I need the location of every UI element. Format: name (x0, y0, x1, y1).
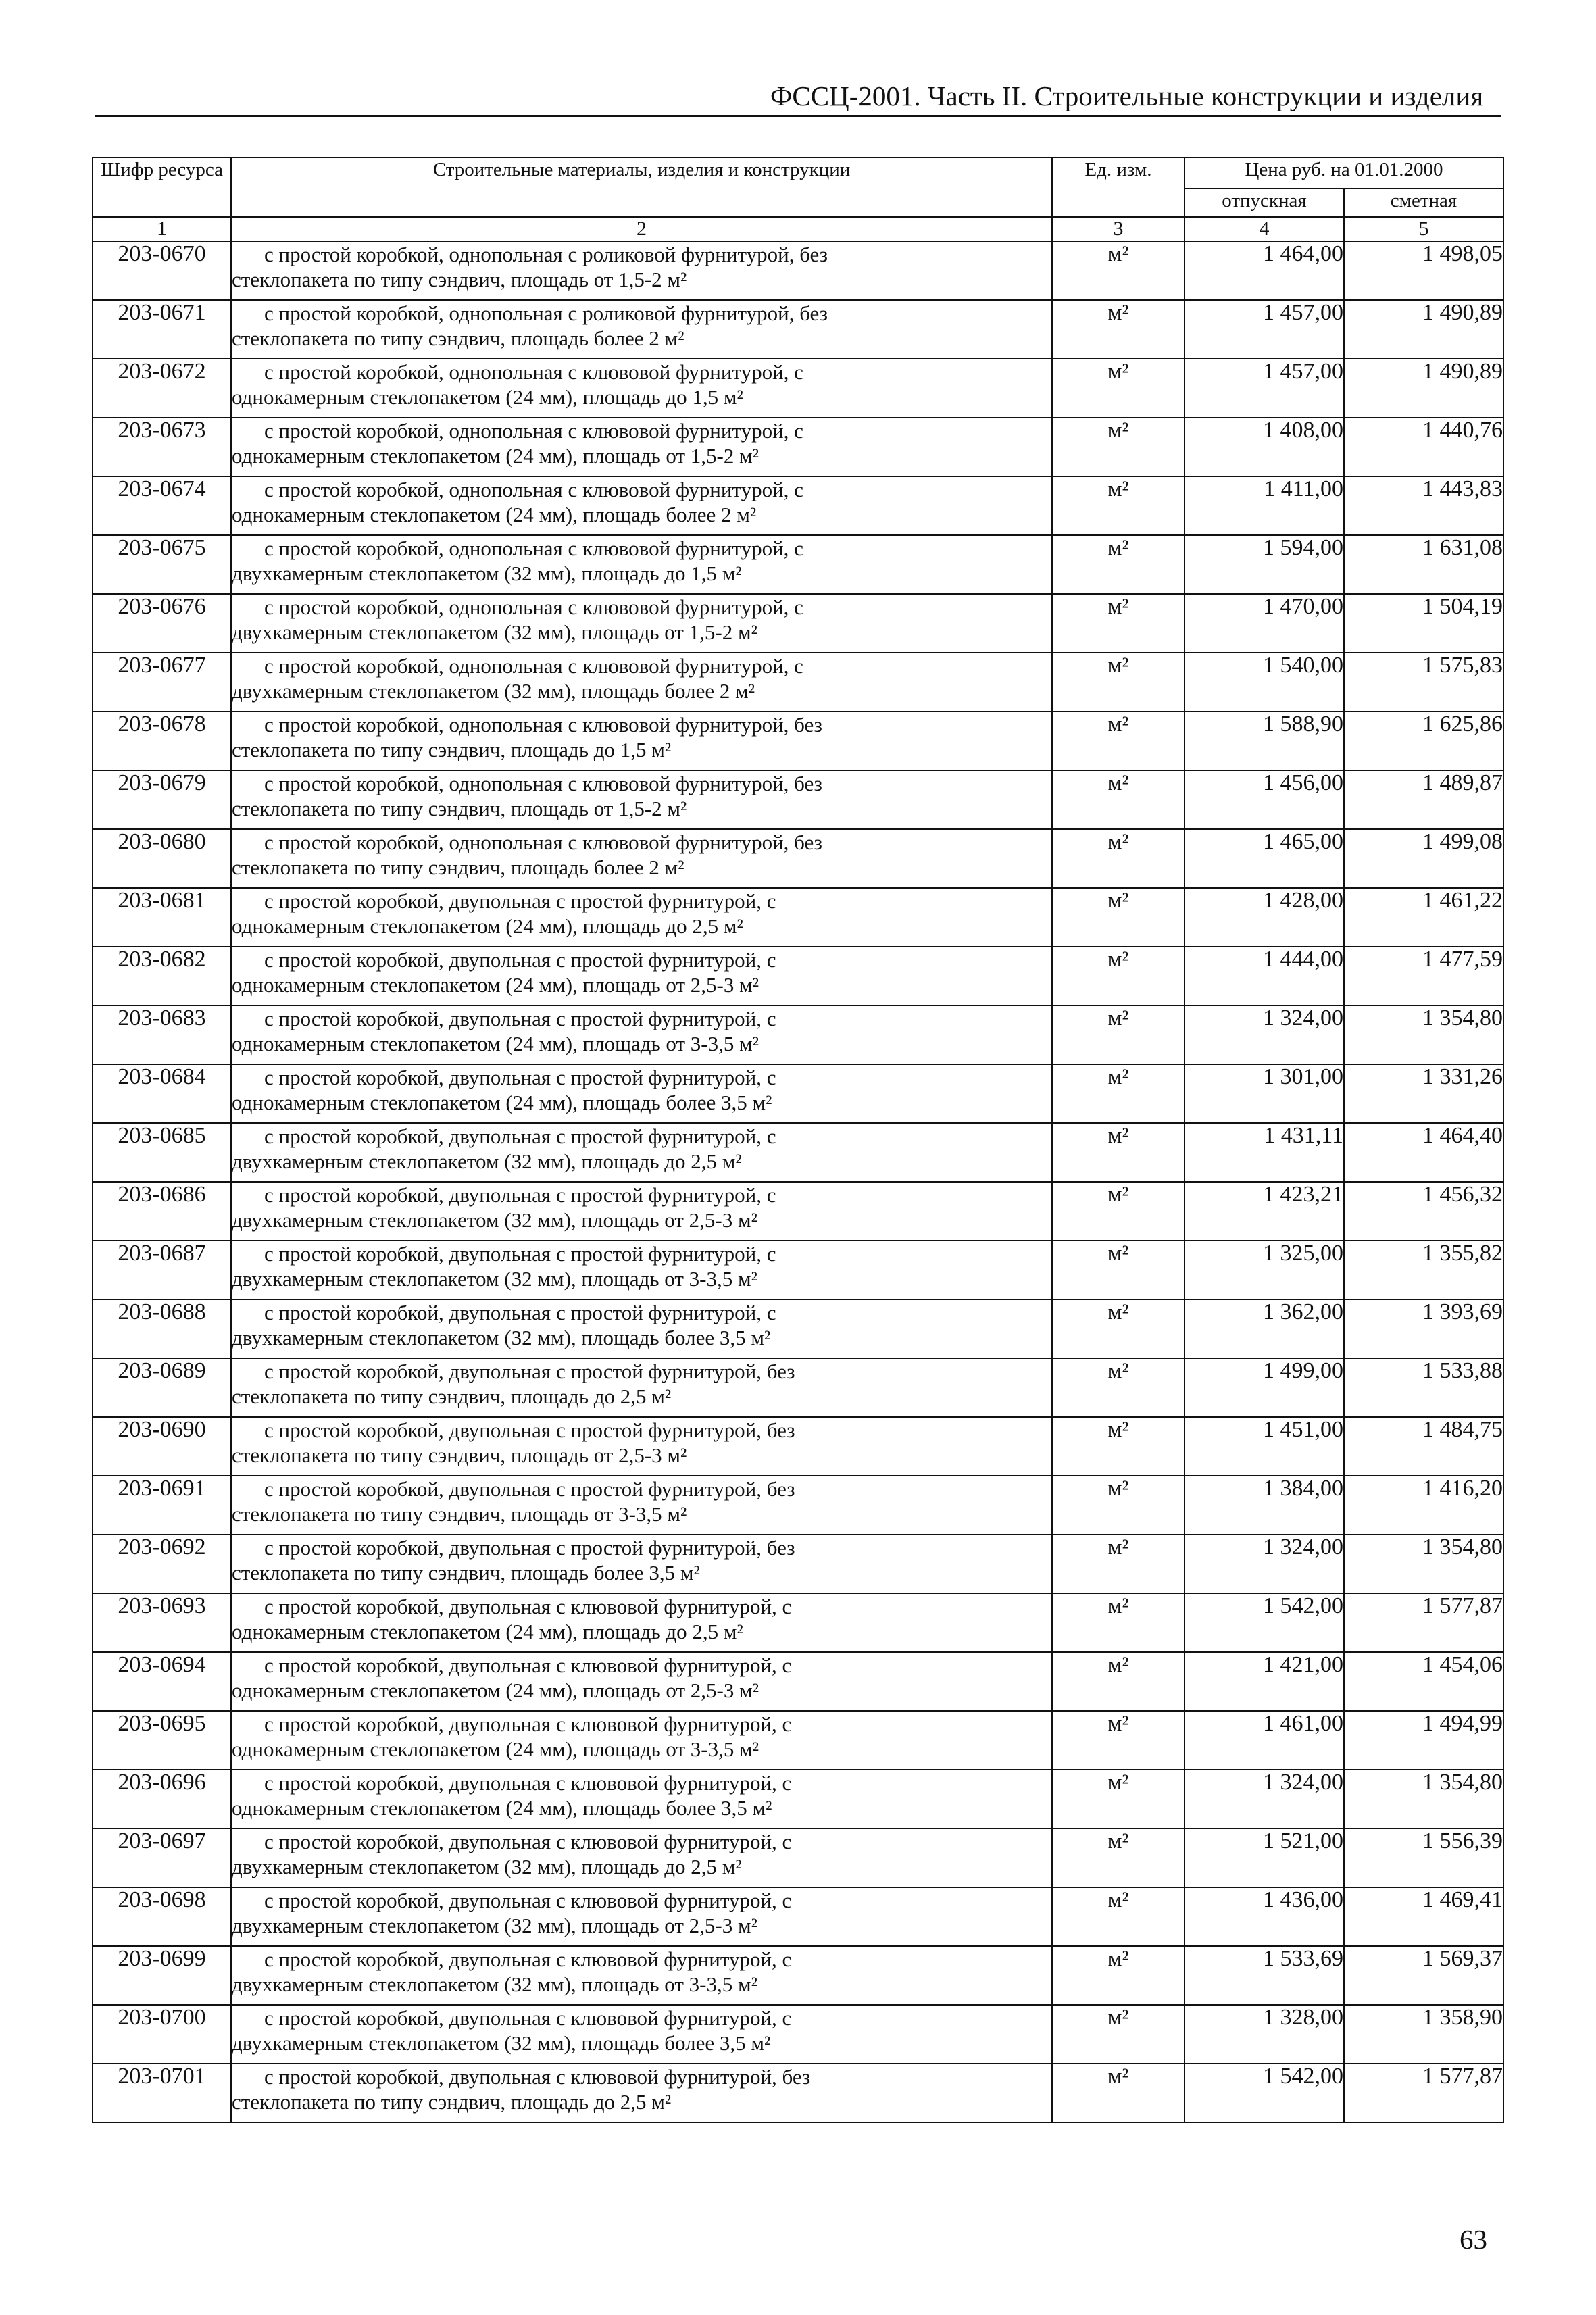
description-line-2: двухкамерным стеклопакетом (32 мм), площадь более 2 м² (232, 679, 755, 703)
description-line-2: стеклопакета по типу сэндвич, площадь от 3-3,5 м² (232, 1502, 687, 1526)
description-line-1: с простой коробкой, двупольная с клювовой фурнитурой, с (264, 1889, 792, 1912)
table-row (93, 535, 1503, 594)
estimate-price: 1 498,05 (1344, 241, 1503, 300)
column-numbers-row (93, 217, 1503, 241)
table-row (93, 1476, 1503, 1535)
table-row (93, 1241, 1503, 1299)
resource-code: 203-0682 (93, 947, 231, 1005)
material-description (231, 300, 1052, 359)
table-row (93, 1828, 1503, 1887)
resource-code: 203-0685 (93, 1123, 231, 1182)
description-line-2: стеклопакета по типу сэндвич, площадь до 2,5 м² (232, 2090, 672, 2114)
unit-of-measure: м² (1052, 418, 1184, 476)
table-row (93, 770, 1503, 829)
description-line-1: с простой коробкой, двупольная с простой фурнитурой, с (264, 889, 776, 913)
estimate-price: 1 331,26 (1344, 1064, 1503, 1123)
material-description (231, 888, 1052, 947)
table-row (93, 1123, 1503, 1182)
material-description (231, 418, 1052, 476)
header-name: Строительные материалы, изделия и конструкции (231, 157, 1052, 217)
description-line-1: с простой коробкой, двупольная с клювовой фурнитурой, с (264, 2006, 792, 2030)
estimate-price: 1 631,08 (1344, 535, 1503, 594)
table-row (93, 1770, 1503, 1828)
unit-of-measure: м² (1052, 712, 1184, 770)
estimate-price: 1 440,76 (1344, 418, 1503, 476)
estimate-price: 1 569,37 (1344, 1946, 1503, 2005)
release-price: 1 325,00 (1184, 1241, 1344, 1299)
release-price: 1 423,21 (1184, 1182, 1344, 1241)
description-line-2: двухкамерным стеклопакетом (32 мм), площадь более 3,5 м² (232, 1326, 771, 1349)
release-price: 1 457,00 (1184, 300, 1344, 359)
resource-code: 203-0674 (93, 476, 231, 535)
description-line-2: двухкамерным стеклопакетом (32 мм), площадь от 2,5-3 м² (232, 1914, 757, 1937)
resource-code: 203-0692 (93, 1535, 231, 1593)
unit-of-measure: м² (1052, 1358, 1184, 1417)
resource-code: 203-0691 (93, 1476, 231, 1535)
table-row (93, 1005, 1503, 1064)
description-line-1: с простой коробкой, двупольная с простой фурнитурой, с (264, 1007, 776, 1030)
column-number: 2 (231, 217, 1052, 241)
estimate-price: 1 504,19 (1344, 594, 1503, 653)
unit-of-measure: м² (1052, 1887, 1184, 1946)
description-line-2: однокамерным стеклопакетом (24 мм), площадь более 3,5 м² (232, 1091, 772, 1114)
estimate-price: 1 393,69 (1344, 1299, 1503, 1358)
unit-of-measure: м² (1052, 1946, 1184, 2005)
release-price: 1 521,00 (1184, 1828, 1344, 1887)
material-description (231, 1711, 1052, 1770)
estimate-price: 1 354,80 (1344, 1005, 1503, 1064)
unit-of-measure: м² (1052, 1417, 1184, 1476)
table-row (93, 594, 1503, 653)
release-price: 1 542,00 (1184, 2064, 1344, 2122)
resource-code: 203-0677 (93, 653, 231, 712)
material-description (231, 1652, 1052, 1711)
unit-of-measure: м² (1052, 1711, 1184, 1770)
release-price: 1 444,00 (1184, 947, 1344, 1005)
release-price: 1 540,00 (1184, 653, 1344, 712)
material-description (231, 2005, 1052, 2064)
description-line-1: с простой коробкой, двупольная с простой фурнитурой, с (264, 1301, 776, 1324)
resource-code: 203-0676 (93, 594, 231, 653)
table-row (93, 1946, 1503, 2005)
resource-code: 203-0690 (93, 1417, 231, 1476)
table-row (93, 1652, 1503, 1711)
header-rule (95, 115, 1501, 117)
resource-code: 203-0673 (93, 418, 231, 476)
release-price: 1 499,00 (1184, 1358, 1344, 1417)
estimate-price: 1 354,80 (1344, 1770, 1503, 1828)
resource-code: 203-0678 (93, 712, 231, 770)
description-line-1: с простой коробкой, однопольная с клювовой фурнитурой, с (264, 478, 803, 501)
unit-of-measure: м² (1052, 594, 1184, 653)
description-line-1: с простой коробкой, двупольная с простой фурнитурой, с (264, 1183, 776, 1207)
table-row (93, 1358, 1503, 1417)
material-description (231, 1828, 1052, 1887)
unit-of-measure: м² (1052, 1535, 1184, 1593)
unit-of-measure: м² (1052, 829, 1184, 888)
material-description (231, 1535, 1052, 1593)
unit-of-measure: м² (1052, 1005, 1184, 1064)
release-price: 1 470,00 (1184, 594, 1344, 653)
table-row (93, 1593, 1503, 1652)
table-row (93, 1535, 1503, 1593)
resource-code: 203-0694 (93, 1652, 231, 1711)
description-line-2: однокамерным стеклопакетом (24 мм), площадь от 3-3,5 м² (232, 1032, 759, 1055)
table-row (93, 2064, 1503, 2122)
resource-code: 203-0700 (93, 2005, 231, 2064)
description-line-2: стеклопакета по типу сэндвич, площадь более 2 м² (232, 855, 684, 879)
unit-of-measure: м² (1052, 2005, 1184, 2064)
material-description (231, 1946, 1052, 2005)
estimate-price: 1 625,86 (1344, 712, 1503, 770)
material-description (231, 1299, 1052, 1358)
estimate-price: 1 355,82 (1344, 1241, 1503, 1299)
resource-code: 203-0679 (93, 770, 231, 829)
material-description (231, 1241, 1052, 1299)
resource-code: 203-0688 (93, 1299, 231, 1358)
description-line-2: стеклопакета по типу сэндвич, площадь более 3,5 м² (232, 1561, 700, 1585)
estimate-price: 1 533,88 (1344, 1358, 1503, 1417)
material-description (231, 712, 1052, 770)
estimate-price: 1 490,89 (1344, 300, 1503, 359)
release-price: 1 465,00 (1184, 829, 1344, 888)
table-row (93, 476, 1503, 535)
table-row (93, 418, 1503, 476)
estimate-price: 1 490,89 (1344, 359, 1503, 418)
estimate-price: 1 477,59 (1344, 947, 1503, 1005)
unit-of-measure: м² (1052, 1593, 1184, 1652)
description-line-2: однокамерным стеклопакетом (24 мм), площадь от 1,5-2 м² (232, 444, 759, 468)
description-line-2: двухкамерным стеклопакетом (32 мм), площадь более 3,5 м² (232, 2031, 771, 2055)
release-price: 1 461,00 (1184, 1711, 1344, 1770)
description-line-1: с простой коробкой, однопольная с клювовой фурнитурой, с (264, 419, 803, 443)
column-number: 1 (93, 217, 231, 241)
material-description (231, 1123, 1052, 1182)
release-price: 1 324,00 (1184, 1535, 1344, 1593)
header-price-group: Цена руб. на 01.01.2000 (1184, 157, 1503, 189)
unit-of-measure: м² (1052, 1828, 1184, 1887)
estimate-price: 1 461,22 (1344, 888, 1503, 947)
resource-code: 203-0693 (93, 1593, 231, 1652)
page-header-title: ФССЦ-2001. Часть II. Строительные конструкции и изделия (770, 80, 1484, 111)
material-description (231, 535, 1052, 594)
estimate-price: 1 443,83 (1344, 476, 1503, 535)
resource-code: 203-0684 (93, 1064, 231, 1123)
table-row (93, 1182, 1503, 1241)
description-line-2: однокамерным стеклопакетом (24 мм), площадь от 2,5-3 м² (232, 973, 759, 997)
material-description (231, 1182, 1052, 1241)
material-description (231, 947, 1052, 1005)
release-price: 1 408,00 (1184, 418, 1344, 476)
resource-code: 203-0687 (93, 1241, 231, 1299)
table-row (93, 241, 1503, 300)
resource-code: 203-0701 (93, 2064, 231, 2122)
header-unit: Ед. изм. (1052, 157, 1184, 217)
release-price: 1 457,00 (1184, 359, 1344, 418)
description-line-1: с простой коробкой, двупольная с клювовой фурнитурой, с (264, 1830, 792, 1853)
unit-of-measure: м² (1052, 888, 1184, 947)
description-line-2: однокамерным стеклопакетом (24 мм), площадь до 1,5 м² (232, 385, 743, 409)
resource-code: 203-0670 (93, 241, 231, 300)
unit-of-measure: м² (1052, 1770, 1184, 1828)
description-line-2: стеклопакета по типу сэндвич, площадь более 2 м² (232, 326, 684, 350)
material-description (231, 1593, 1052, 1652)
unit-of-measure: м² (1052, 770, 1184, 829)
estimate-price: 1 354,80 (1344, 1535, 1503, 1593)
description-line-2: однокамерным стеклопакетом (24 мм), площадь от 3-3,5 м² (232, 1737, 759, 1761)
release-price: 1 328,00 (1184, 2005, 1344, 2064)
resource-code: 203-0695 (93, 1711, 231, 1770)
table-row (93, 947, 1503, 1005)
description-line-1: с простой коробкой, однопольная с роликовой фурнитурой, без (264, 243, 828, 266)
table-row (93, 1887, 1503, 1946)
estimate-price: 1 494,99 (1344, 1711, 1503, 1770)
column-number: 3 (1052, 217, 1184, 241)
table-row (93, 1064, 1503, 1123)
table-row (93, 359, 1503, 418)
page-number: 63 (1460, 2224, 1487, 2255)
unit-of-measure: м² (1052, 1476, 1184, 1535)
unit-of-measure: м² (1052, 947, 1184, 1005)
description-line-1: с простой коробкой, двупольная с простой фурнитурой, с (264, 948, 776, 972)
price-table (92, 157, 1504, 2123)
description-line-1: с простой коробкой, двупольная с клювовой фурнитурой, с (264, 1595, 792, 1618)
description-line-1: с простой коробкой, двупольная с клювовой фурнитурой, с (264, 1947, 792, 1971)
header-estimate-price: сметная (1344, 189, 1503, 217)
release-price: 1 301,00 (1184, 1064, 1344, 1123)
resource-code: 203-0689 (93, 1358, 231, 1417)
unit-of-measure: м² (1052, 1241, 1184, 1299)
resource-code: 203-0680 (93, 829, 231, 888)
description-line-1: с простой коробкой, двупольная с простой фурнитурой, без (264, 1418, 795, 1442)
resource-code: 203-0697 (93, 1828, 231, 1887)
release-price: 1 451,00 (1184, 1417, 1344, 1476)
material-description (231, 1005, 1052, 1064)
release-price: 1 324,00 (1184, 1770, 1344, 1828)
resource-code: 203-0699 (93, 1946, 231, 2005)
unit-of-measure: м² (1052, 1299, 1184, 1358)
release-price: 1 431,11 (1184, 1123, 1344, 1182)
description-line-2: двухкамерным стеклопакетом (32 мм), площадь от 2,5-3 м² (232, 1208, 757, 1232)
unit-of-measure: м² (1052, 359, 1184, 418)
material-description (231, 770, 1052, 829)
unit-of-measure: м² (1052, 476, 1184, 535)
release-price: 1 384,00 (1184, 1476, 1344, 1535)
release-price: 1 421,00 (1184, 1652, 1344, 1711)
release-price: 1 411,00 (1184, 476, 1344, 535)
estimate-price: 1 464,40 (1344, 1123, 1503, 1182)
table-row (93, 300, 1503, 359)
resource-code: 203-0675 (93, 535, 231, 594)
material-description (231, 1887, 1052, 1946)
column-number: 4 (1184, 217, 1344, 241)
release-price: 1 588,90 (1184, 712, 1344, 770)
description-line-2: стеклопакета по типу сэндвич, площадь от 2,5-3 м² (232, 1443, 687, 1467)
resource-code: 203-0686 (93, 1182, 231, 1241)
table-row (93, 653, 1503, 712)
description-line-2: двухкамерным стеклопакетом (32 мм), площадь до 1,5 м² (232, 562, 742, 585)
release-price: 1 533,69 (1184, 1946, 1344, 2005)
description-line-1: с простой коробкой, однопольная с клювовой фурнитурой, без (264, 713, 822, 737)
resource-code: 203-0698 (93, 1887, 231, 1946)
release-price: 1 464,00 (1184, 241, 1344, 300)
description-line-1: с простой коробкой, двупольная с клювовой фурнитурой, с (264, 1712, 792, 1736)
unit-of-measure: м² (1052, 300, 1184, 359)
release-price: 1 594,00 (1184, 535, 1344, 594)
description-line-2: однокамерным стеклопакетом (24 мм), площадь более 2 м² (232, 503, 757, 526)
column-number: 5 (1344, 217, 1503, 241)
header-code: Шифр ресурса (93, 157, 231, 217)
description-line-2: однокамерным стеклопакетом (24 мм), площадь от 2,5-3 м² (232, 1678, 759, 1702)
description-line-2: двухкамерным стеклопакетом (32 мм), площадь от 1,5-2 м² (232, 620, 757, 644)
description-line-1: с простой коробкой, двупольная с простой фурнитурой, с (264, 1124, 776, 1148)
description-line-2: двухкамерным стеклопакетом (32 мм), площадь от 3-3,5 м² (232, 1267, 757, 1291)
release-price: 1 362,00 (1184, 1299, 1344, 1358)
table-row (93, 712, 1503, 770)
estimate-price: 1 454,06 (1344, 1652, 1503, 1711)
estimate-price: 1 358,90 (1344, 2005, 1503, 2064)
resource-code: 203-0671 (93, 300, 231, 359)
description-line-2: двухкамерным стеклопакетом (32 мм), площадь от 3-3,5 м² (232, 1972, 757, 1996)
table-row (93, 2005, 1503, 2064)
unit-of-measure: м² (1052, 241, 1184, 300)
release-price: 1 428,00 (1184, 888, 1344, 947)
description-line-1: с простой коробкой, двупольная с клювовой фурнитурой, с (264, 1771, 792, 1795)
estimate-price: 1 469,41 (1344, 1887, 1503, 1946)
release-price: 1 436,00 (1184, 1887, 1344, 1946)
description-line-2: стеклопакета по типу сэндвич, площадь от 1,5-2 м² (232, 268, 687, 291)
release-price: 1 324,00 (1184, 1005, 1344, 1064)
description-line-1: с простой коробкой, однопольная с клювовой фурнитурой, без (264, 772, 822, 795)
description-line-1: с простой коробкой, однопольная с клювовой фурнитурой, с (264, 537, 803, 560)
description-line-1: с простой коробкой, однопольная с клювовой фурнитурой, с (264, 595, 803, 619)
description-line-1: с простой коробкой, двупольная с клювовой фурнитурой, с (264, 1653, 792, 1677)
description-line-1: с простой коробкой, двупольная с клювовой фурнитурой, без (264, 2065, 811, 2089)
material-description (231, 241, 1052, 300)
resource-code: 203-0681 (93, 888, 231, 947)
description-line-2: стеклопакета по типу сэндвич, площадь до 2,5 м² (232, 1385, 672, 1408)
description-line-2: однокамерным стеклопакетом (24 мм), площадь более 3,5 м² (232, 1796, 772, 1820)
table-row (93, 1711, 1503, 1770)
description-line-1: с простой коробкой, однопольная с клювовой фурнитурой, с (264, 360, 803, 384)
description-line-1: с простой коробкой, однопольная с клювовой фурнитурой, без (264, 830, 822, 854)
description-line-1: с простой коробкой, двупольная с простой фурнитурой, без (264, 1360, 795, 1383)
estimate-price: 1 489,87 (1344, 770, 1503, 829)
material-description (231, 653, 1052, 712)
estimate-price: 1 416,20 (1344, 1476, 1503, 1535)
material-description (231, 2064, 1052, 2122)
material-description (231, 359, 1052, 418)
unit-of-measure: м² (1052, 1652, 1184, 1711)
table-row (93, 1417, 1503, 1476)
description-line-2: стеклопакета по типу сэндвич, площадь до 1,5 м² (232, 738, 672, 762)
description-line-2: двухкамерным стеклопакетом (32 мм), площадь до 2,5 м² (232, 1149, 742, 1173)
estimate-price: 1 484,75 (1344, 1417, 1503, 1476)
material-description (231, 1358, 1052, 1417)
estimate-price: 1 575,83 (1344, 653, 1503, 712)
estimate-price: 1 456,32 (1344, 1182, 1503, 1241)
release-price: 1 542,00 (1184, 1593, 1344, 1652)
unit-of-measure: м² (1052, 535, 1184, 594)
material-description (231, 594, 1052, 653)
unit-of-measure: м² (1052, 2064, 1184, 2122)
description-line-2: однокамерным стеклопакетом (24 мм), площадь до 2,5 м² (232, 914, 743, 938)
header-release-price: отпускная (1184, 189, 1344, 217)
unit-of-measure: м² (1052, 653, 1184, 712)
material-description (231, 829, 1052, 888)
resource-code: 203-0683 (93, 1005, 231, 1064)
resource-code: 203-0696 (93, 1770, 231, 1828)
description-line-1: с простой коробкой, двупольная с простой фурнитурой, без (264, 1477, 795, 1501)
description-line-2: однокамерным стеклопакетом (24 мм), площадь до 2,5 м² (232, 1620, 743, 1643)
description-line-1: с простой коробкой, двупольная с простой фурнитурой, с (264, 1066, 776, 1089)
description-line-2: двухкамерным стеклопакетом (32 мм), площадь до 2,5 м² (232, 1855, 742, 1878)
release-price: 1 456,00 (1184, 770, 1344, 829)
material-description (231, 476, 1052, 535)
unit-of-measure: м² (1052, 1064, 1184, 1123)
estimate-price: 1 556,39 (1344, 1828, 1503, 1887)
description-line-1: с простой коробкой, двупольная с простой фурнитурой, без (264, 1536, 795, 1560)
description-line-1: с простой коробкой, однопольная с роликовой фурнитурой, без (264, 301, 828, 325)
material-description (231, 1417, 1052, 1476)
material-description (231, 1064, 1052, 1123)
material-description (231, 1770, 1052, 1828)
description-line-2: стеклопакета по типу сэндвич, площадь от 1,5-2 м² (232, 797, 687, 820)
description-line-1: с простой коробкой, однопольная с клювовой фурнитурой, с (264, 654, 803, 678)
estimate-price: 1 499,08 (1344, 829, 1503, 888)
description-line-1: с простой коробкой, двупольная с простой фурнитурой, с (264, 1242, 776, 1266)
table-row (93, 829, 1503, 888)
estimate-price: 1 577,87 (1344, 1593, 1503, 1652)
material-description (231, 1476, 1052, 1535)
estimate-price: 1 577,87 (1344, 2064, 1503, 2122)
table-row (93, 888, 1503, 947)
unit-of-measure: м² (1052, 1182, 1184, 1241)
resource-code: 203-0672 (93, 359, 231, 418)
table-row (93, 1299, 1503, 1358)
unit-of-measure: м² (1052, 1123, 1184, 1182)
